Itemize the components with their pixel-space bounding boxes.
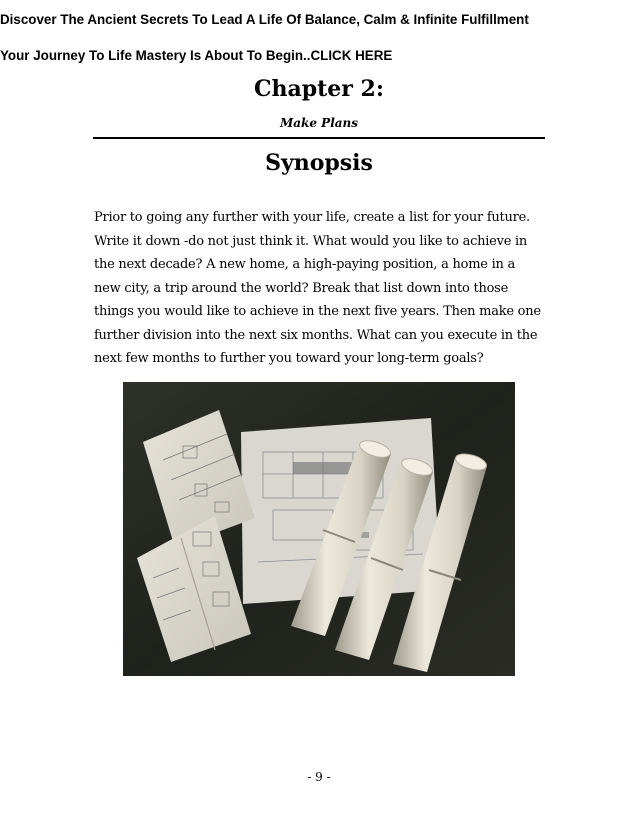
paragraph-line: next few months to further you toward your long-term goals? <box>94 351 484 366</box>
paragraph-line: the next decade? A new home, a high-paying position, a home in a <box>94 257 516 272</box>
chapter-title: Chapter 2: <box>254 76 384 102</box>
section-heading: Synopsis <box>265 150 373 176</box>
paragraph-line: new city, a trip around the world? Break that list down into those <box>94 280 509 296</box>
divider-line <box>93 137 545 139</box>
paragraph-line: things you would like to achieve in the next five years. Then make one <box>94 304 541 319</box>
chapter-subtitle: Make Plans <box>279 116 359 130</box>
paragraph-line: Write it down -do not just think it. What would you like to achieve in <box>94 233 528 249</box>
plans-photo <box>123 382 515 676</box>
synopsis-paragraph <box>94 206 564 371</box>
paragraph-line: Prior to going any further with your life, create a list for your future. <box>94 210 530 225</box>
promo-link-ancient-secrets[interactable]: Discover The Ancient Secrets To Lead A Life Of Balance, Calm & Infinite Fulfillment <box>0 12 529 27</box>
page-number: - 9 - <box>307 770 331 784</box>
paragraph-line: further division into the next six months. What can you execute in the <box>94 327 538 343</box>
promo-link-click-here[interactable]: Your Journey To Life Mastery Is About To Begin..CLICK HERE <box>0 48 393 63</box>
